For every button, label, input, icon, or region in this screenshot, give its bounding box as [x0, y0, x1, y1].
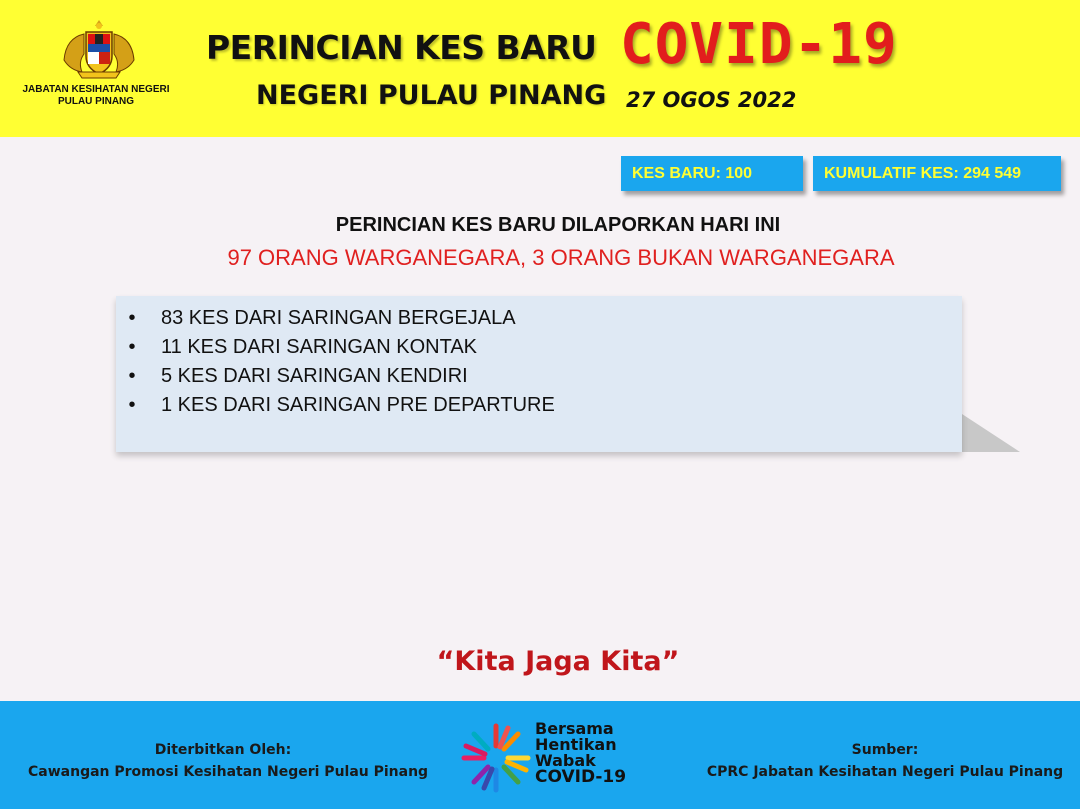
- citizenship-breakdown: 97 ORANG WARGANEGARA, 3 ORANG BUKAN WARGANEGARA: [227, 245, 895, 270]
- campaign-brand-text: Bersama Hentikan Wabak COVID-19: [535, 719, 627, 787]
- source: Sumber: CPRC Jabatan Kesihatan Negeri Pulau Pinang: [706, 742, 1064, 780]
- new-cases-badge: KES BARU: 100: [621, 156, 803, 191]
- bullet-icon: •: [128, 336, 136, 358]
- department-name: JABATAN KESIHATAN NEGERI PULAU PINANG: [22, 84, 170, 107]
- list-item: • 11 KES DARI SARINGAN KONTAK: [126, 333, 962, 362]
- covid-label: COVID-19: [620, 12, 898, 77]
- case-breakdown-box: [116, 296, 962, 452]
- footer-banner: [0, 701, 1080, 809]
- title-line-2: NEGERI PULAU PINANG: [256, 80, 607, 111]
- publisher: Diterbitkan Oleh: Cawangan Promosi Kesihatan Negeri Pulau Pinang: [28, 742, 429, 780]
- bullet-icon: •: [128, 307, 136, 329]
- list-item: • 83 KES DARI SARINGAN BERGEJALA: [126, 304, 962, 333]
- box-shadow-decoration: [962, 414, 1020, 452]
- list-item: • 5 KES DARI SARINGAN KENDIRI: [126, 362, 962, 391]
- list-item: • 1 KES DARI SARINGAN PRE DEPARTURE: [126, 391, 962, 420]
- title-line-1: PERINCIAN KES BARU: [206, 28, 597, 67]
- slogan: “Kita Jaga Kita”: [436, 646, 680, 677]
- case-breakdown-list: [126, 304, 962, 420]
- section-heading: PERINCIAN KES BARU DILAPORKAN HARI INI: [335, 214, 781, 236]
- campaign-logo-icon: [456, 713, 546, 803]
- cumulative-cases-badge: KUMULATIF KES: 294 549: [813, 156, 1061, 191]
- header-banner: [0, 0, 1080, 137]
- bullet-icon: •: [128, 394, 136, 416]
- malaysia-crest-icon: [54, 18, 144, 82]
- report-date: 27 OGOS 2022: [626, 88, 797, 112]
- bullet-icon: •: [128, 365, 136, 387]
